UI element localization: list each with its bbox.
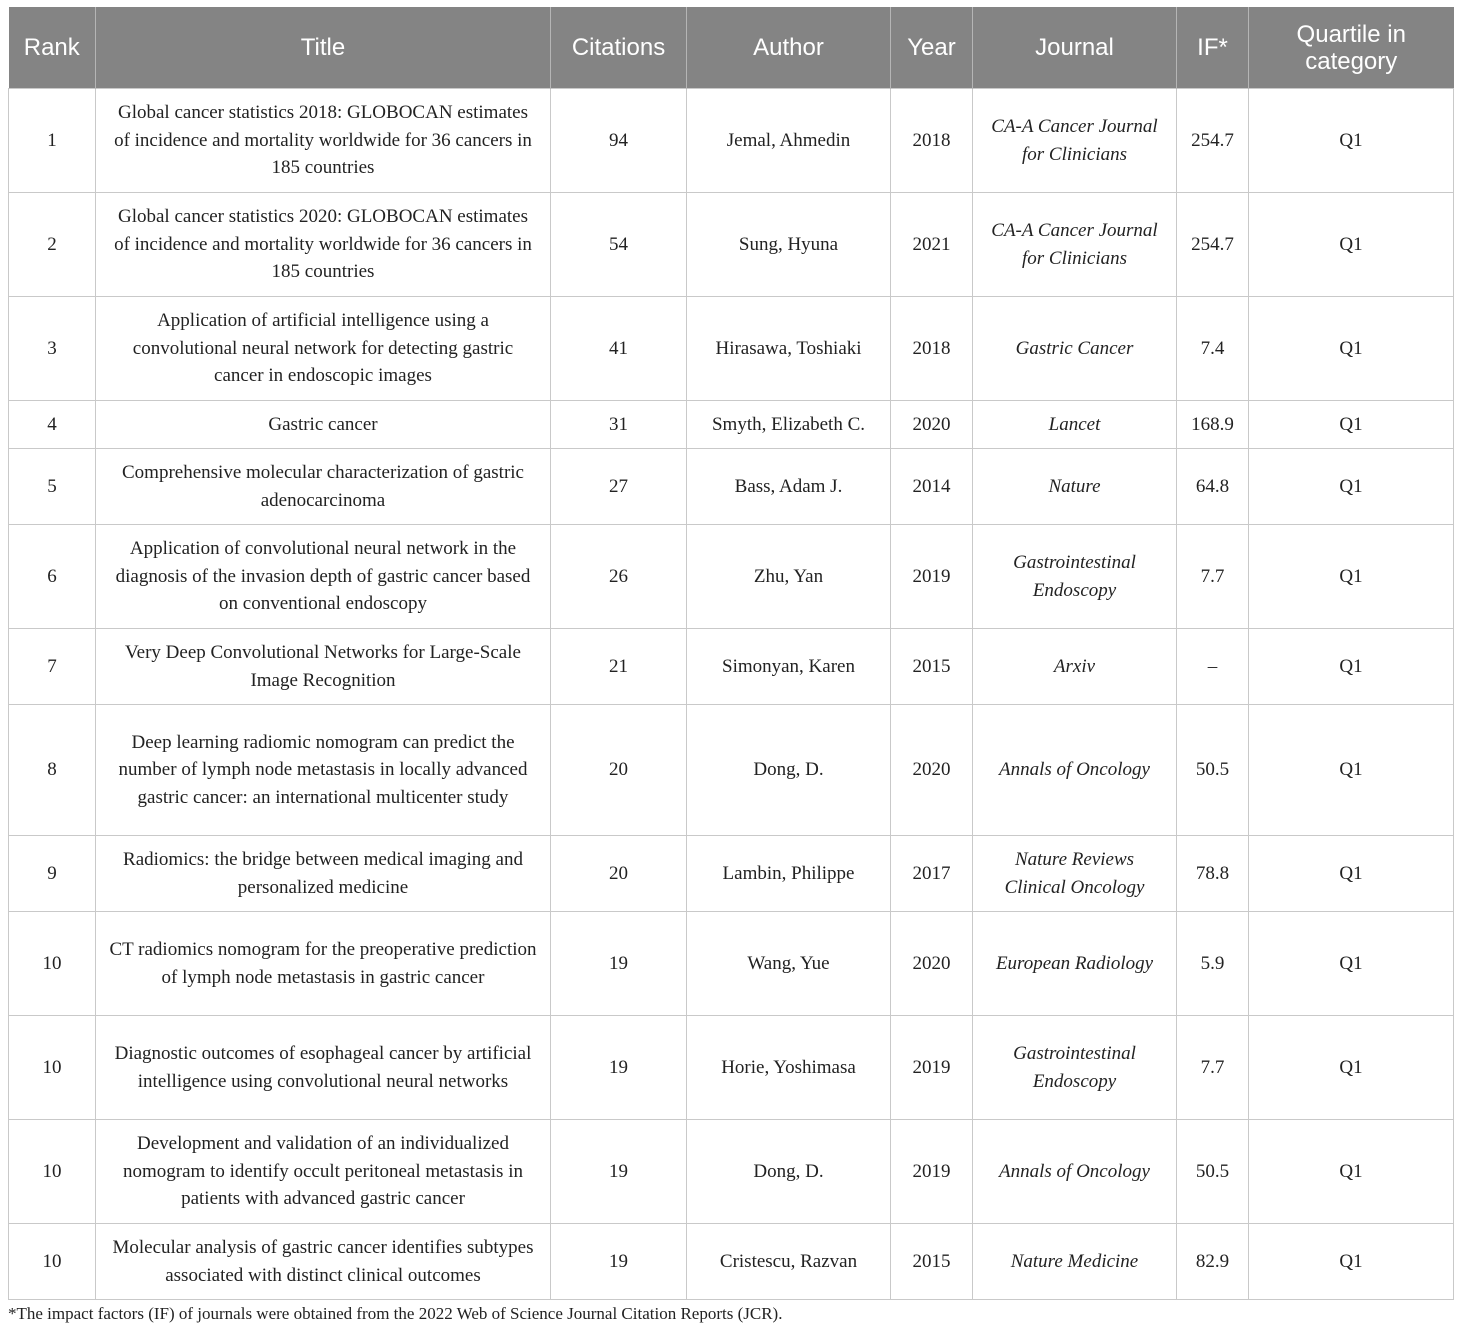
column-header-if: IF* — [1177, 7, 1249, 89]
cell-if: 78.8 — [1177, 836, 1249, 912]
cell-citations: 20 — [551, 836, 687, 912]
cell-rank: 4 — [9, 401, 96, 449]
top-cited-references-table — [8, 7, 1454, 1300]
cell-year: 2018 — [891, 297, 973, 401]
cell-year: 2020 — [891, 705, 973, 836]
cell-year: 2017 — [891, 836, 973, 912]
cell-citations: 94 — [551, 89, 687, 193]
cell-citations: 19 — [551, 1224, 687, 1300]
cell-year: 2014 — [891, 449, 973, 525]
cell-journal: European Radiology — [973, 912, 1177, 1016]
cell-journal: Nature — [973, 449, 1177, 525]
cell-title: Diagnostic outcomes of esophageal cancer by artificial intelligence using convolutional neural networks — [96, 1016, 551, 1120]
cell-title: Application of artificial intelligence using a convolutional neural network for detecting gastric cancer in endoscopic images — [96, 297, 551, 401]
cell-rank: 9 — [9, 836, 96, 912]
cell-quartile: Q1 — [1249, 297, 1454, 401]
table-row — [9, 449, 1454, 525]
cell-title: Application of convolutional neural network in the diagnosis of the invasion depth of gastric cancer based on conventional endoscopy — [96, 525, 551, 629]
cell-quartile: Q1 — [1249, 89, 1454, 193]
table-body — [9, 89, 1454, 1300]
table-row — [9, 1120, 1454, 1224]
table-footnote: *The impact factors (IF) of journals were obtained from the 2022 Web of Science Journal Citation Reports (JCR). — [8, 1304, 783, 1323]
cell-journal: Arxiv — [973, 629, 1177, 705]
cell-rank: 1 — [9, 89, 96, 193]
cell-citations: 19 — [551, 1016, 687, 1120]
cell-year: 2019 — [891, 1016, 973, 1120]
cell-title: Very Deep Convolutional Networks for Large-Scale Image Recognition — [96, 629, 551, 705]
cell-journal: Gastric Cancer — [973, 297, 1177, 401]
cell-if: – — [1177, 629, 1249, 705]
cell-citations: 27 — [551, 449, 687, 525]
column-header-quartile: Quartile in category — [1249, 7, 1454, 89]
cell-quartile: Q1 — [1249, 1120, 1454, 1224]
cell-author: Sung, Hyuna — [687, 193, 891, 297]
cell-author: Lambin, Philippe — [687, 836, 891, 912]
cell-journal: Annals of Oncology — [973, 1120, 1177, 1224]
cell-author: Dong, D. — [687, 1120, 891, 1224]
cell-author: Dong, D. — [687, 705, 891, 836]
cell-rank: 3 — [9, 297, 96, 401]
table-row — [9, 629, 1454, 705]
table-row — [9, 401, 1454, 449]
cell-citations: 19 — [551, 912, 687, 1016]
cell-if: 5.9 — [1177, 912, 1249, 1016]
cell-author: Hirasawa, Toshiaki — [687, 297, 891, 401]
cell-author: Smyth, Elizabeth C. — [687, 401, 891, 449]
cell-title: Deep learning radiomic nomogram can predict the number of lymph node metastasis in locally advanced gastric cancer: an international multicenter study — [96, 705, 551, 836]
cell-citations: 41 — [551, 297, 687, 401]
cell-journal: CA-A Cancer Journal for Clinicians — [973, 193, 1177, 297]
cell-rank: 7 — [9, 629, 96, 705]
cell-year: 2020 — [891, 912, 973, 1016]
cell-if: 7.4 — [1177, 297, 1249, 401]
table-row — [9, 705, 1454, 836]
cell-rank: 10 — [9, 1120, 96, 1224]
cell-if: 168.9 — [1177, 401, 1249, 449]
cell-title: Global cancer statistics 2020: GLOBOCAN estimates of incidence and mortality worldwide for 36 cancers in 185 countries — [96, 193, 551, 297]
cell-journal: Nature Reviews Clinical Oncology — [973, 836, 1177, 912]
column-header-citations: Citations — [551, 7, 687, 89]
cell-author: Jemal, Ahmedin — [687, 89, 891, 193]
cell-quartile: Q1 — [1249, 912, 1454, 1016]
cell-rank: 2 — [9, 193, 96, 297]
table-header — [9, 7, 1454, 89]
cell-quartile: Q1 — [1249, 193, 1454, 297]
cell-rank: 10 — [9, 1016, 96, 1120]
table-row — [9, 193, 1454, 297]
cell-author: Zhu, Yan — [687, 525, 891, 629]
cell-title: Development and validation of an individualized nomogram to identify occult peritoneal metastasis in patients with advanced gastric cancer — [96, 1120, 551, 1224]
cell-rank: 10 — [9, 912, 96, 1016]
cell-quartile: Q1 — [1249, 1016, 1454, 1120]
cell-author: Horie, Yoshimasa — [687, 1016, 891, 1120]
cell-year: 2021 — [891, 193, 973, 297]
cell-citations: 54 — [551, 193, 687, 297]
cell-journal: CA-A Cancer Journal for Clinicians — [973, 89, 1177, 193]
cell-journal: Nature Medicine — [973, 1224, 1177, 1300]
cell-journal: Annals of Oncology — [973, 705, 1177, 836]
cell-citations: 21 — [551, 629, 687, 705]
column-header-rank: Rank — [9, 7, 96, 89]
cell-quartile: Q1 — [1249, 705, 1454, 836]
cell-quartile: Q1 — [1249, 525, 1454, 629]
cell-if: 7.7 — [1177, 1016, 1249, 1120]
cell-citations: 20 — [551, 705, 687, 836]
cell-year: 2015 — [891, 629, 973, 705]
cell-title: Comprehensive molecular characterization of gastric adenocarcinoma — [96, 449, 551, 525]
cell-if: 50.5 — [1177, 705, 1249, 836]
cell-journal: Lancet — [973, 401, 1177, 449]
cell-if: 7.7 — [1177, 525, 1249, 629]
cell-journal: Gastrointestinal Endoscopy — [973, 1016, 1177, 1120]
cell-citations: 26 — [551, 525, 687, 629]
cell-year: 2020 — [891, 401, 973, 449]
cell-year: 2019 — [891, 525, 973, 629]
column-header-journal: Journal — [973, 7, 1177, 89]
cell-title: Radiomics: the bridge between medical imaging and personalized medicine — [96, 836, 551, 912]
table-row — [9, 1016, 1454, 1120]
cell-rank: 5 — [9, 449, 96, 525]
cell-journal: Gastrointestinal Endoscopy — [973, 525, 1177, 629]
cell-if: 82.9 — [1177, 1224, 1249, 1300]
cell-title: Molecular analysis of gastric cancer identifies subtypes associated with distinct clinical outcomes — [96, 1224, 551, 1300]
cell-title: Gastric cancer — [96, 401, 551, 449]
cell-author: Cristescu, Razvan — [687, 1224, 891, 1300]
header-row — [9, 7, 1454, 89]
cell-if: 254.7 — [1177, 89, 1249, 193]
cell-title: Global cancer statistics 2018: GLOBOCAN estimates of incidence and mortality worldwide for 36 cancers in 185 countries — [96, 89, 551, 193]
cell-if: 254.7 — [1177, 193, 1249, 297]
cell-author: Simonyan, Karen — [687, 629, 891, 705]
cell-author: Wang, Yue — [687, 912, 891, 1016]
cell-citations: 19 — [551, 1120, 687, 1224]
column-header-year: Year — [891, 7, 973, 89]
cell-if: 64.8 — [1177, 449, 1249, 525]
column-header-author: Author — [687, 7, 891, 89]
table-row — [9, 836, 1454, 912]
cell-quartile: Q1 — [1249, 836, 1454, 912]
cell-title: CT radiomics nomogram for the preoperative prediction of lymph node metastasis in gastric cancer — [96, 912, 551, 1016]
cell-if: 50.5 — [1177, 1120, 1249, 1224]
table-row — [9, 89, 1454, 193]
cell-quartile: Q1 — [1249, 449, 1454, 525]
column-header-title: Title — [96, 7, 551, 89]
table-row — [9, 525, 1454, 629]
cell-quartile: Q1 — [1249, 629, 1454, 705]
cell-quartile: Q1 — [1249, 1224, 1454, 1300]
cell-year: 2019 — [891, 1120, 973, 1224]
table-row — [9, 297, 1454, 401]
cell-rank: 10 — [9, 1224, 96, 1300]
citations-table-container — [8, 7, 1453, 1300]
cell-author: Bass, Adam J. — [687, 449, 891, 525]
cell-year: 2015 — [891, 1224, 973, 1300]
cell-citations: 31 — [551, 401, 687, 449]
cell-quartile: Q1 — [1249, 401, 1454, 449]
cell-year: 2018 — [891, 89, 973, 193]
cell-rank: 6 — [9, 525, 96, 629]
table-row — [9, 1224, 1454, 1300]
table-row — [9, 912, 1454, 1016]
cell-rank: 8 — [9, 705, 96, 836]
